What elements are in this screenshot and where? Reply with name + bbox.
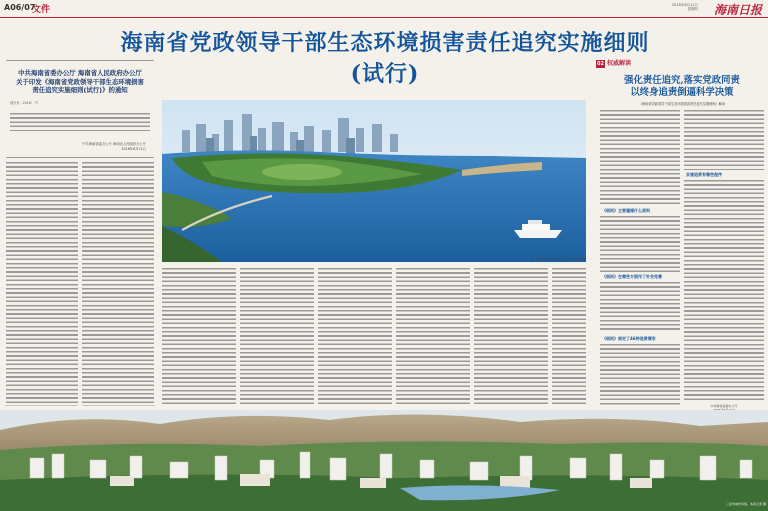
notice-doc-number: 琼办发〔2016〕 号 <box>10 100 39 105</box>
body-column <box>684 110 764 170</box>
body-column <box>318 268 392 406</box>
body-column <box>600 344 680 406</box>
notice-title-line: 关于印发《海南省党政领导干部生态环境损害 <box>16 77 144 86</box>
page-number: A06/07 <box>4 3 36 12</box>
side-subhead: 《细则》规定了46种追责情形 <box>602 336 656 341</box>
side-headline <box>600 75 764 99</box>
section-label <box>596 58 631 68</box>
body-column <box>162 268 236 406</box>
coastal-city-photo <box>162 100 586 262</box>
body-column <box>474 268 548 406</box>
section-label-text: 权威解读 <box>607 60 632 67</box>
main-headline: 海南省党政领导干部生态环境损害责任追究实施细则(试行) <box>120 30 650 87</box>
body-column <box>552 268 586 406</box>
body-column <box>600 110 680 206</box>
masthead-logo: 海南日报 <box>713 3 762 17</box>
notice-title <box>6 69 154 95</box>
date-line: 星期四 <box>687 7 698 11</box>
coastal-city-photo-art <box>162 100 586 262</box>
body-column <box>684 180 764 400</box>
side-subhead: 《细则》主要遵循什么原则 <box>602 208 650 213</box>
body-column <box>82 162 154 406</box>
date-box <box>638 3 698 11</box>
side-headline-line: 以终身追责倒逼科学决策 <box>630 87 734 98</box>
section-label-number: 02 <box>597 60 604 67</box>
notice-sign-line: 2016年8月11日 <box>121 146 146 151</box>
side-headline-line: 强化责任追究,落实党政同责 <box>624 75 740 86</box>
body-column <box>396 268 470 406</box>
notice-sign-line: 中共海南省委办公厅 海南省人民政府办公厅 <box>82 142 146 146</box>
body-column <box>240 268 314 406</box>
page-header <box>0 0 768 18</box>
side-subhead: 实施追责有哪些程序 <box>686 172 722 177</box>
city-panorama-photo <box>0 410 768 511</box>
body-column <box>600 216 680 272</box>
side-subtitle: 《海南省党政领导干部生态环境损害责任追究实施细则》解读 <box>638 102 726 106</box>
notice-body-text <box>10 113 150 131</box>
side-subhead: 《细则》在哪些方面作了补充完善 <box>602 274 662 279</box>
bottom-photo-caption: 三亚市城市风貌。本报记者 摄 <box>726 502 766 506</box>
city-panorama-photo-art <box>0 410 768 511</box>
notice-title-line: 中共海南省委办公厅 海南省人民政府办公厅 <box>18 69 142 77</box>
side-sign-line: 中共海南省委办公厅 <box>710 404 738 408</box>
section-tag: 文件 <box>32 5 51 15</box>
notice-title-line: 责任追究实施细则(试行)》的通知 <box>32 86 128 94</box>
top-photo-caption: 海口市西海岸生态环境一角。本报记者 摄 <box>531 257 586 261</box>
body-column <box>6 162 78 406</box>
notice-box <box>6 60 154 158</box>
date-line: 2016年8月11日 <box>671 3 698 7</box>
notice-signature <box>82 142 146 151</box>
body-column <box>600 282 680 332</box>
